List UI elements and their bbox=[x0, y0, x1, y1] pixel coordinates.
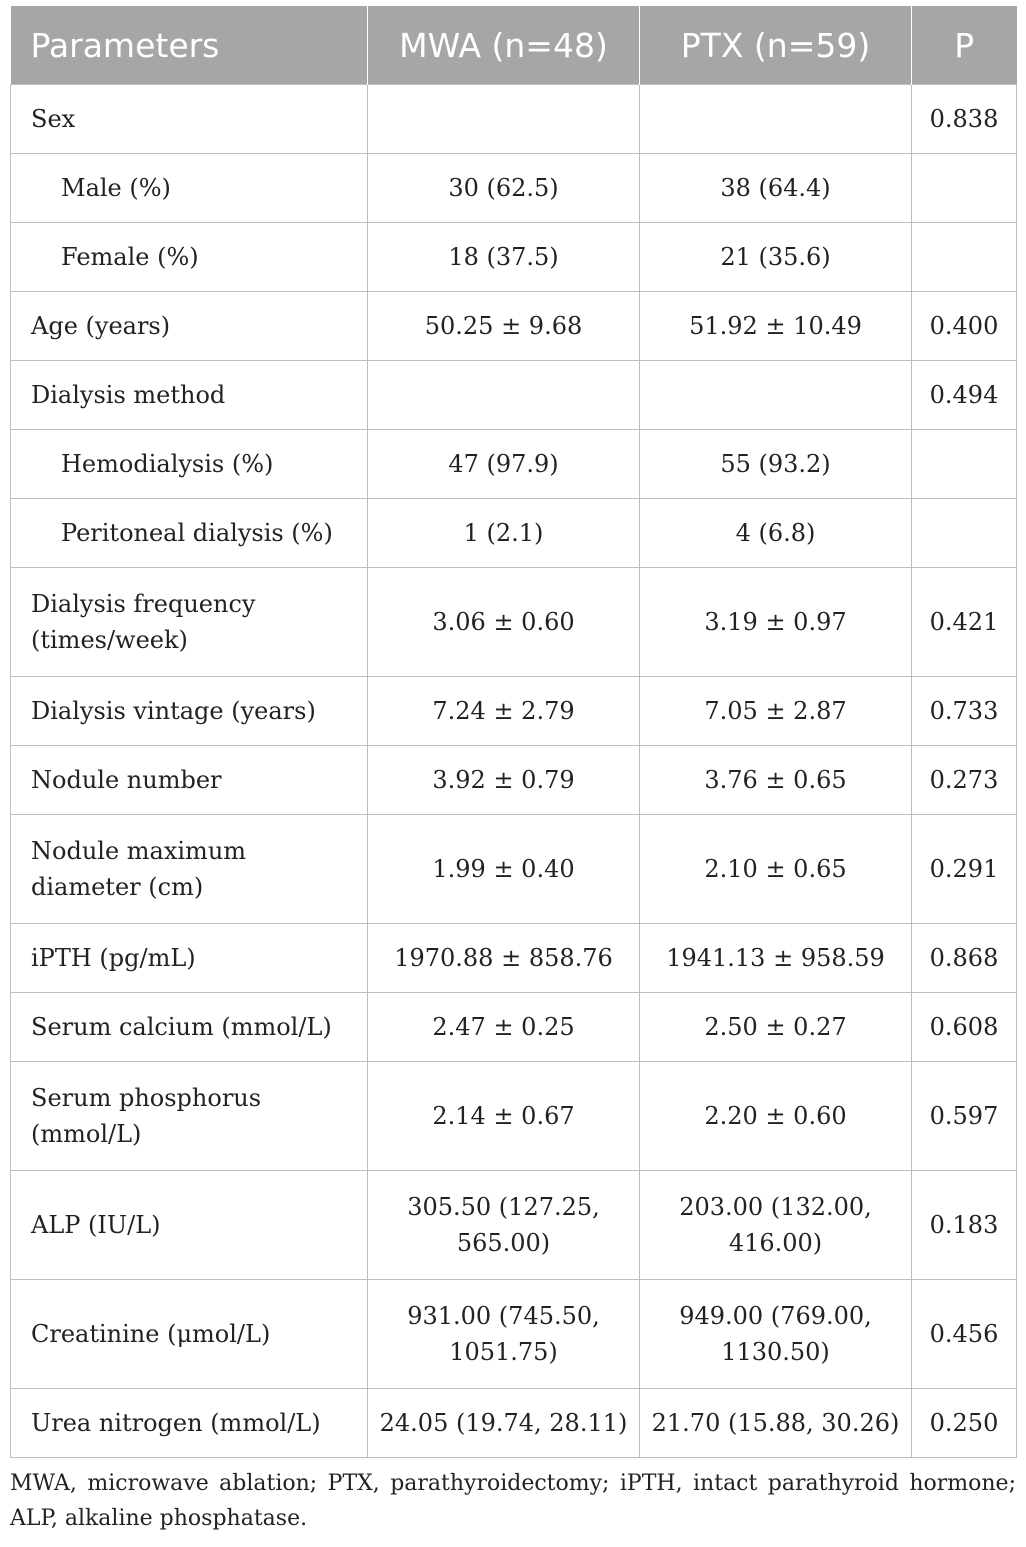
table-container bbox=[10, 6, 1016, 1536]
p-value-cell: 0.273 bbox=[912, 746, 1017, 815]
p-value-cell bbox=[912, 154, 1017, 223]
table-row bbox=[11, 815, 1017, 924]
mwa-value-cell: 47 (97.9) bbox=[368, 430, 640, 499]
row-label-cell: iPTH (pg/mL) bbox=[11, 924, 368, 993]
mwa-value-cell: 2.47 ± 0.25 bbox=[368, 993, 640, 1062]
table-row bbox=[11, 154, 1017, 223]
mwa-value-cell: 7.24 ± 2.79 bbox=[368, 677, 640, 746]
mwa-value-cell: 3.92 ± 0.79 bbox=[368, 746, 640, 815]
p-value-cell: 0.421 bbox=[912, 568, 1017, 677]
ptx-value-cell: 7.05 ± 2.87 bbox=[640, 677, 912, 746]
p-value-cell: 0.456 bbox=[912, 1280, 1017, 1389]
ptx-value-cell: 1941.13 ± 958.59 bbox=[640, 924, 912, 993]
table-row bbox=[11, 1171, 1017, 1280]
table-row bbox=[11, 1389, 1017, 1458]
ptx-value-cell: 55 (93.2) bbox=[640, 430, 912, 499]
row-label-cell: Serum calcium (mmol/L) bbox=[11, 993, 368, 1062]
row-label-cell: Hemodialysis (%) bbox=[11, 430, 368, 499]
table-row bbox=[11, 361, 1017, 430]
mwa-value-cell bbox=[368, 85, 640, 154]
row-label-cell: Nodule number bbox=[11, 746, 368, 815]
ptx-value-cell bbox=[640, 85, 912, 154]
table-row bbox=[11, 292, 1017, 361]
row-label-cell: Serum phosphorus (mmol/L) bbox=[11, 1062, 368, 1171]
baseline-characteristics-table bbox=[10, 6, 1017, 1458]
ptx-value-cell: 51.92 ± 10.49 bbox=[640, 292, 912, 361]
header-row bbox=[11, 6, 1017, 85]
table-row bbox=[11, 223, 1017, 292]
table-row bbox=[11, 568, 1017, 677]
table-row bbox=[11, 924, 1017, 993]
header-p: P bbox=[912, 6, 1017, 85]
p-value-cell bbox=[912, 223, 1017, 292]
mwa-value-cell: 931.00 (745.50, 1051.75) bbox=[368, 1280, 640, 1389]
p-value-cell: 0.733 bbox=[912, 677, 1017, 746]
ptx-value-cell: 2.50 ± 0.27 bbox=[640, 993, 912, 1062]
table-row bbox=[11, 499, 1017, 568]
p-value-cell: 0.291 bbox=[912, 815, 1017, 924]
ptx-value-cell: 2.10 ± 0.65 bbox=[640, 815, 912, 924]
ptx-value-cell: 3.19 ± 0.97 bbox=[640, 568, 912, 677]
p-value-cell bbox=[912, 499, 1017, 568]
mwa-value-cell: 24.05 (19.74, 28.11) bbox=[368, 1389, 640, 1458]
mwa-value-cell: 1.99 ± 0.40 bbox=[368, 815, 640, 924]
row-label-cell: ALP (IU/L) bbox=[11, 1171, 368, 1280]
mwa-value-cell: 305.50 (127.25, 565.00) bbox=[368, 1171, 640, 1280]
row-label-cell: Creatinine (μmol/L) bbox=[11, 1280, 368, 1389]
p-value-cell: 0.608 bbox=[912, 993, 1017, 1062]
table-row bbox=[11, 1062, 1017, 1171]
mwa-value-cell bbox=[368, 361, 640, 430]
mwa-value-cell: 1970.88 ± 858.76 bbox=[368, 924, 640, 993]
ptx-value-cell: 4 (6.8) bbox=[640, 499, 912, 568]
ptx-value-cell: 203.00 (132.00, 416.00) bbox=[640, 1171, 912, 1280]
ptx-value-cell: 21.70 (15.88, 30.26) bbox=[640, 1389, 912, 1458]
p-value-cell: 0.400 bbox=[912, 292, 1017, 361]
row-label-cell: Dialysis vintage (years) bbox=[11, 677, 368, 746]
p-value-cell: 0.494 bbox=[912, 361, 1017, 430]
row-label-cell: Dialysis frequency (times/week) bbox=[11, 568, 368, 677]
header-ptx: PTX (n=59) bbox=[640, 6, 912, 85]
ptx-value-cell: 38 (64.4) bbox=[640, 154, 912, 223]
table-footnote: MWA, microwave ablation; PTX, parathyroidectomy; iPTH, intact parathyroid hormone; ALP, alkaline phosphatase. bbox=[10, 1471, 1016, 1531]
p-value-cell: 0.250 bbox=[912, 1389, 1017, 1458]
table-row bbox=[11, 993, 1017, 1062]
table-row bbox=[11, 430, 1017, 499]
row-label-cell: Male (%) bbox=[11, 154, 368, 223]
ptx-value-cell: 3.76 ± 0.65 bbox=[640, 746, 912, 815]
ptx-value-cell: 2.20 ± 0.60 bbox=[640, 1062, 912, 1171]
table-row bbox=[11, 85, 1017, 154]
p-value-cell bbox=[912, 430, 1017, 499]
header-parameters: Parameters bbox=[11, 6, 368, 85]
table-row bbox=[11, 677, 1017, 746]
mwa-value-cell: 2.14 ± 0.67 bbox=[368, 1062, 640, 1171]
mwa-value-cell: 18 (37.5) bbox=[368, 223, 640, 292]
header-mwa: MWA (n=48) bbox=[368, 6, 640, 85]
mwa-value-cell: 50.25 ± 9.68 bbox=[368, 292, 640, 361]
p-value-cell: 0.183 bbox=[912, 1171, 1017, 1280]
ptx-value-cell: 21 (35.6) bbox=[640, 223, 912, 292]
table-row bbox=[11, 746, 1017, 815]
ptx-value-cell bbox=[640, 361, 912, 430]
table-body bbox=[11, 85, 1017, 1458]
row-label-cell: Female (%) bbox=[11, 223, 368, 292]
p-value-cell: 0.868 bbox=[912, 924, 1017, 993]
ptx-value-cell: 949.00 (769.00, 1130.50) bbox=[640, 1280, 912, 1389]
mwa-value-cell: 30 (62.5) bbox=[368, 154, 640, 223]
p-value-cell: 0.597 bbox=[912, 1062, 1017, 1171]
row-label-cell: Age (years) bbox=[11, 292, 368, 361]
row-label-cell: Dialysis method bbox=[11, 361, 368, 430]
table-row bbox=[11, 1280, 1017, 1389]
p-value-cell: 0.838 bbox=[912, 85, 1017, 154]
table-header bbox=[11, 6, 1017, 85]
row-label-cell: Urea nitrogen (mmol/L) bbox=[11, 1389, 368, 1458]
mwa-value-cell: 1 (2.1) bbox=[368, 499, 640, 568]
row-label-cell: Sex bbox=[11, 85, 368, 154]
mwa-value-cell: 3.06 ± 0.60 bbox=[368, 568, 640, 677]
row-label-cell: Nodule maximum diameter (cm) bbox=[11, 815, 368, 924]
row-label-cell: Peritoneal dialysis (%) bbox=[11, 499, 368, 568]
